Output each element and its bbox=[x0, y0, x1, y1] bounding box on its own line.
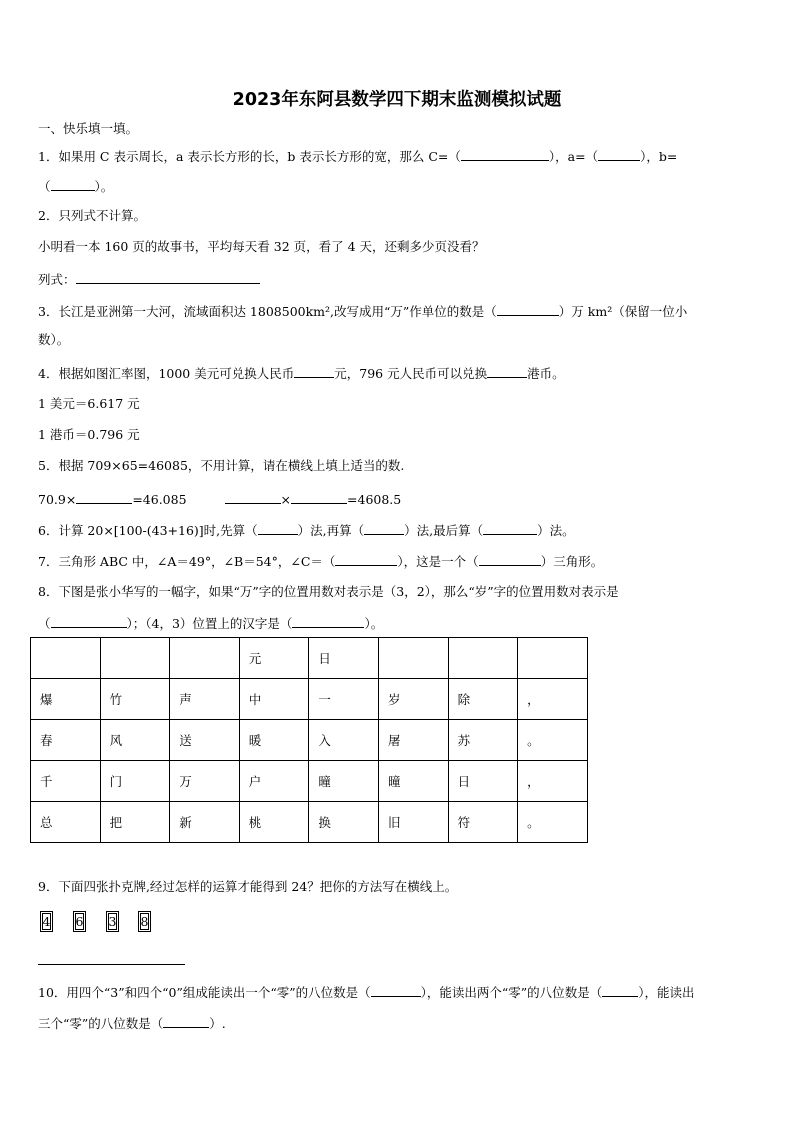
q3-text-b: ）万 km²（保留一位小 bbox=[558, 304, 688, 319]
question-1-line-2 bbox=[38, 177, 113, 195]
q5-text-a: 70.9× bbox=[38, 492, 77, 507]
grid-cell: ， bbox=[518, 761, 588, 802]
exchange-rate-hkd: 1 港币＝0.796 元 bbox=[38, 427, 140, 442]
q8-blank-char[interactable] bbox=[292, 614, 364, 628]
grid-cell bbox=[448, 638, 518, 679]
grid-cell: 万 bbox=[170, 761, 240, 802]
q6-blank-2[interactable] bbox=[364, 521, 404, 535]
q1-text-b: ），a=（ bbox=[548, 149, 599, 164]
q7-blank-type[interactable] bbox=[479, 552, 541, 566]
q6-text-a: 6．计算 20×[100-(43+16)]时,先算（ bbox=[38, 523, 258, 538]
grid-cell: 千 bbox=[31, 761, 101, 802]
q10-text-c: ），能读出 bbox=[638, 985, 695, 1000]
q4-blank-rmb[interactable] bbox=[294, 364, 334, 378]
q4-text-a: 4．根据如图汇率图，1000 美元可兑换人民币 bbox=[38, 366, 295, 381]
grid-cell: 桃 bbox=[239, 802, 309, 843]
question-8-line-1: 8．下图是张小华写的一幅字，如果“万”字的位置用数对表示是（3，2），那么“岁”字的位置用数对表示是 bbox=[38, 584, 619, 599]
q5-text-c: × bbox=[280, 492, 292, 507]
question-10-line-2 bbox=[38, 1014, 226, 1032]
grid-cell: 一 bbox=[309, 679, 379, 720]
q5-text-b: =46.085 bbox=[132, 492, 187, 507]
question-6 bbox=[38, 521, 575, 539]
q4-text-b: 元，796 元人民币可以兑换 bbox=[334, 366, 488, 381]
q10-blank-3[interactable] bbox=[163, 1014, 209, 1028]
grid-cell: 新 bbox=[170, 802, 240, 843]
q8-text-a: （ bbox=[38, 616, 51, 631]
q7-text-b: ），这是一个（ bbox=[397, 554, 479, 569]
q7-text-a: 7．三角形 ABC 中，∠A＝49°，∠B＝54°，∠C＝（ bbox=[38, 554, 336, 569]
question-1-line-1 bbox=[38, 147, 677, 165]
grid-cell: 旧 bbox=[378, 802, 448, 843]
q7-blank-angle[interactable] bbox=[335, 552, 397, 566]
question-9: 9．下面四张扑克牌,经过怎样的运算才能得到 24？把你的方法写在横线上。 bbox=[38, 879, 458, 894]
playing-card: 3 bbox=[106, 911, 119, 932]
q1-text-e: ）。 bbox=[94, 179, 114, 194]
grid-cell: 门 bbox=[100, 761, 170, 802]
q10-blank-2[interactable] bbox=[602, 983, 638, 997]
q1-text-c: ），b= bbox=[640, 149, 678, 164]
q1-text-a: 1．如果用 C 表示周长，a 表示长方形的长，b 表示长方形的宽，那么 C=（ bbox=[38, 149, 461, 164]
grid-cell: 声 bbox=[170, 679, 240, 720]
q2-label: 列式： bbox=[38, 272, 76, 287]
q2-blank[interactable] bbox=[76, 270, 260, 284]
grid-cell: 竹 bbox=[100, 679, 170, 720]
grid-cell: 苏 bbox=[448, 720, 518, 761]
grid-cell: 总 bbox=[31, 802, 101, 843]
grid-row bbox=[31, 802, 588, 843]
q6-text-b: ）法,再算（ bbox=[297, 523, 365, 538]
question-2-answer-line bbox=[38, 270, 260, 288]
q4-text-c: 港币。 bbox=[527, 366, 565, 381]
grid-cell: 中 bbox=[239, 679, 309, 720]
grid-cell: 屠 bbox=[378, 720, 448, 761]
grid-cell: 换 bbox=[309, 802, 379, 843]
grid-cell bbox=[100, 638, 170, 679]
grid-cell: 日 bbox=[309, 638, 379, 679]
question-10-line-1 bbox=[38, 983, 694, 1001]
grid-cell bbox=[170, 638, 240, 679]
exchange-rate-usd: 1 美元＝6.617 元 bbox=[38, 396, 140, 411]
q6-text-d: ）法。 bbox=[537, 523, 575, 538]
grid-cell: 把 bbox=[100, 802, 170, 843]
q5-blank-3[interactable] bbox=[291, 490, 347, 504]
q8-text-c: ）。 bbox=[364, 616, 384, 631]
grid-cell: 日 bbox=[448, 761, 518, 802]
grid-row bbox=[31, 720, 588, 761]
q9-answer-line[interactable] bbox=[38, 964, 185, 965]
playing-card: 4 bbox=[40, 911, 53, 932]
grid-cell: 曈 bbox=[378, 761, 448, 802]
grid-cell: 风 bbox=[100, 720, 170, 761]
grid-row bbox=[31, 638, 588, 679]
q10-text-b: ），能读出两个“零”的八位数是（ bbox=[420, 985, 603, 1000]
q7-text-c: ）三角形。 bbox=[540, 554, 604, 569]
q3-text-a: 3．长江是亚洲第一大河，流域面积达 1808500km²,改写成用“万”作单位的数是（ bbox=[38, 304, 497, 319]
grid-cell: 送 bbox=[170, 720, 240, 761]
grid-cell: 。 bbox=[518, 720, 588, 761]
question-3-line-2: 数）。 bbox=[38, 332, 70, 347]
q3-blank[interactable] bbox=[497, 302, 559, 316]
q1-blank-b[interactable] bbox=[51, 177, 95, 191]
q1-blank-a[interactable] bbox=[598, 147, 640, 161]
grid-cell: 曈 bbox=[309, 761, 379, 802]
q5-blank-1[interactable] bbox=[76, 490, 132, 504]
question-2-problem: 小明看一本 160 页的故事书，平均每天看 32 页，看了 4 天，还剩多少页没看？ bbox=[38, 239, 485, 254]
page-title: 2023年东阿县数学四下期末监测模拟试题 bbox=[232, 90, 562, 110]
grid-row bbox=[31, 761, 588, 802]
q10-text-d: 三个“零”的八位数是（ bbox=[38, 1016, 164, 1031]
grid-cell bbox=[518, 638, 588, 679]
q6-blank-3[interactable] bbox=[483, 521, 537, 535]
grid-cell: 春 bbox=[31, 720, 101, 761]
q8-text-b: ）；（4，3）位置上的汉字是（ bbox=[126, 616, 293, 631]
question-5-heading: 5．根据 709×65=46085，不用计算，请在横线上填上适当的数. bbox=[38, 458, 405, 473]
q6-blank-1[interactable] bbox=[258, 521, 298, 535]
question-8-line-2 bbox=[38, 614, 383, 632]
section-heading: 一、快乐填一填。 bbox=[38, 121, 139, 136]
question-5-equations bbox=[38, 490, 401, 508]
grid-cell: 暖 bbox=[239, 720, 309, 761]
playing-card: 6 bbox=[73, 911, 86, 932]
grid-row bbox=[31, 679, 588, 720]
q1-text-d: （ bbox=[38, 179, 51, 194]
q6-text-c: ）法,最后算（ bbox=[404, 523, 484, 538]
grid-cell: 。 bbox=[518, 802, 588, 843]
q5-blank-2[interactable] bbox=[225, 490, 281, 504]
poem-grid bbox=[30, 637, 588, 843]
q1-blank-c[interactable] bbox=[461, 147, 549, 161]
question-4-line-1 bbox=[38, 364, 565, 382]
question-7 bbox=[38, 552, 603, 570]
question-3-line-1 bbox=[38, 302, 687, 320]
grid-cell bbox=[31, 638, 101, 679]
grid-cell: 元 bbox=[239, 638, 309, 679]
grid-cell: 户 bbox=[239, 761, 309, 802]
grid-cell: 爆 bbox=[31, 679, 101, 720]
q5-text-d: =4608.5 bbox=[347, 492, 402, 507]
q10-blank-1[interactable] bbox=[371, 983, 421, 997]
grid-cell: 入 bbox=[309, 720, 379, 761]
grid-cell: 岁 bbox=[378, 679, 448, 720]
question-2-heading: 2．只列式不计算。 bbox=[38, 208, 146, 223]
q4-blank-hkd[interactable] bbox=[487, 364, 527, 378]
q10-text-a: 10．用四个“3”和四个“0”组成能读出一个“零”的八位数是（ bbox=[38, 985, 371, 1000]
grid-cell bbox=[378, 638, 448, 679]
q10-text-e: ）. bbox=[209, 1016, 226, 1031]
grid-cell: ， bbox=[518, 679, 588, 720]
playing-card: 8 bbox=[138, 911, 151, 932]
grid-cell: 符 bbox=[448, 802, 518, 843]
q8-blank-pair[interactable] bbox=[51, 614, 127, 628]
grid-cell: 除 bbox=[448, 679, 518, 720]
